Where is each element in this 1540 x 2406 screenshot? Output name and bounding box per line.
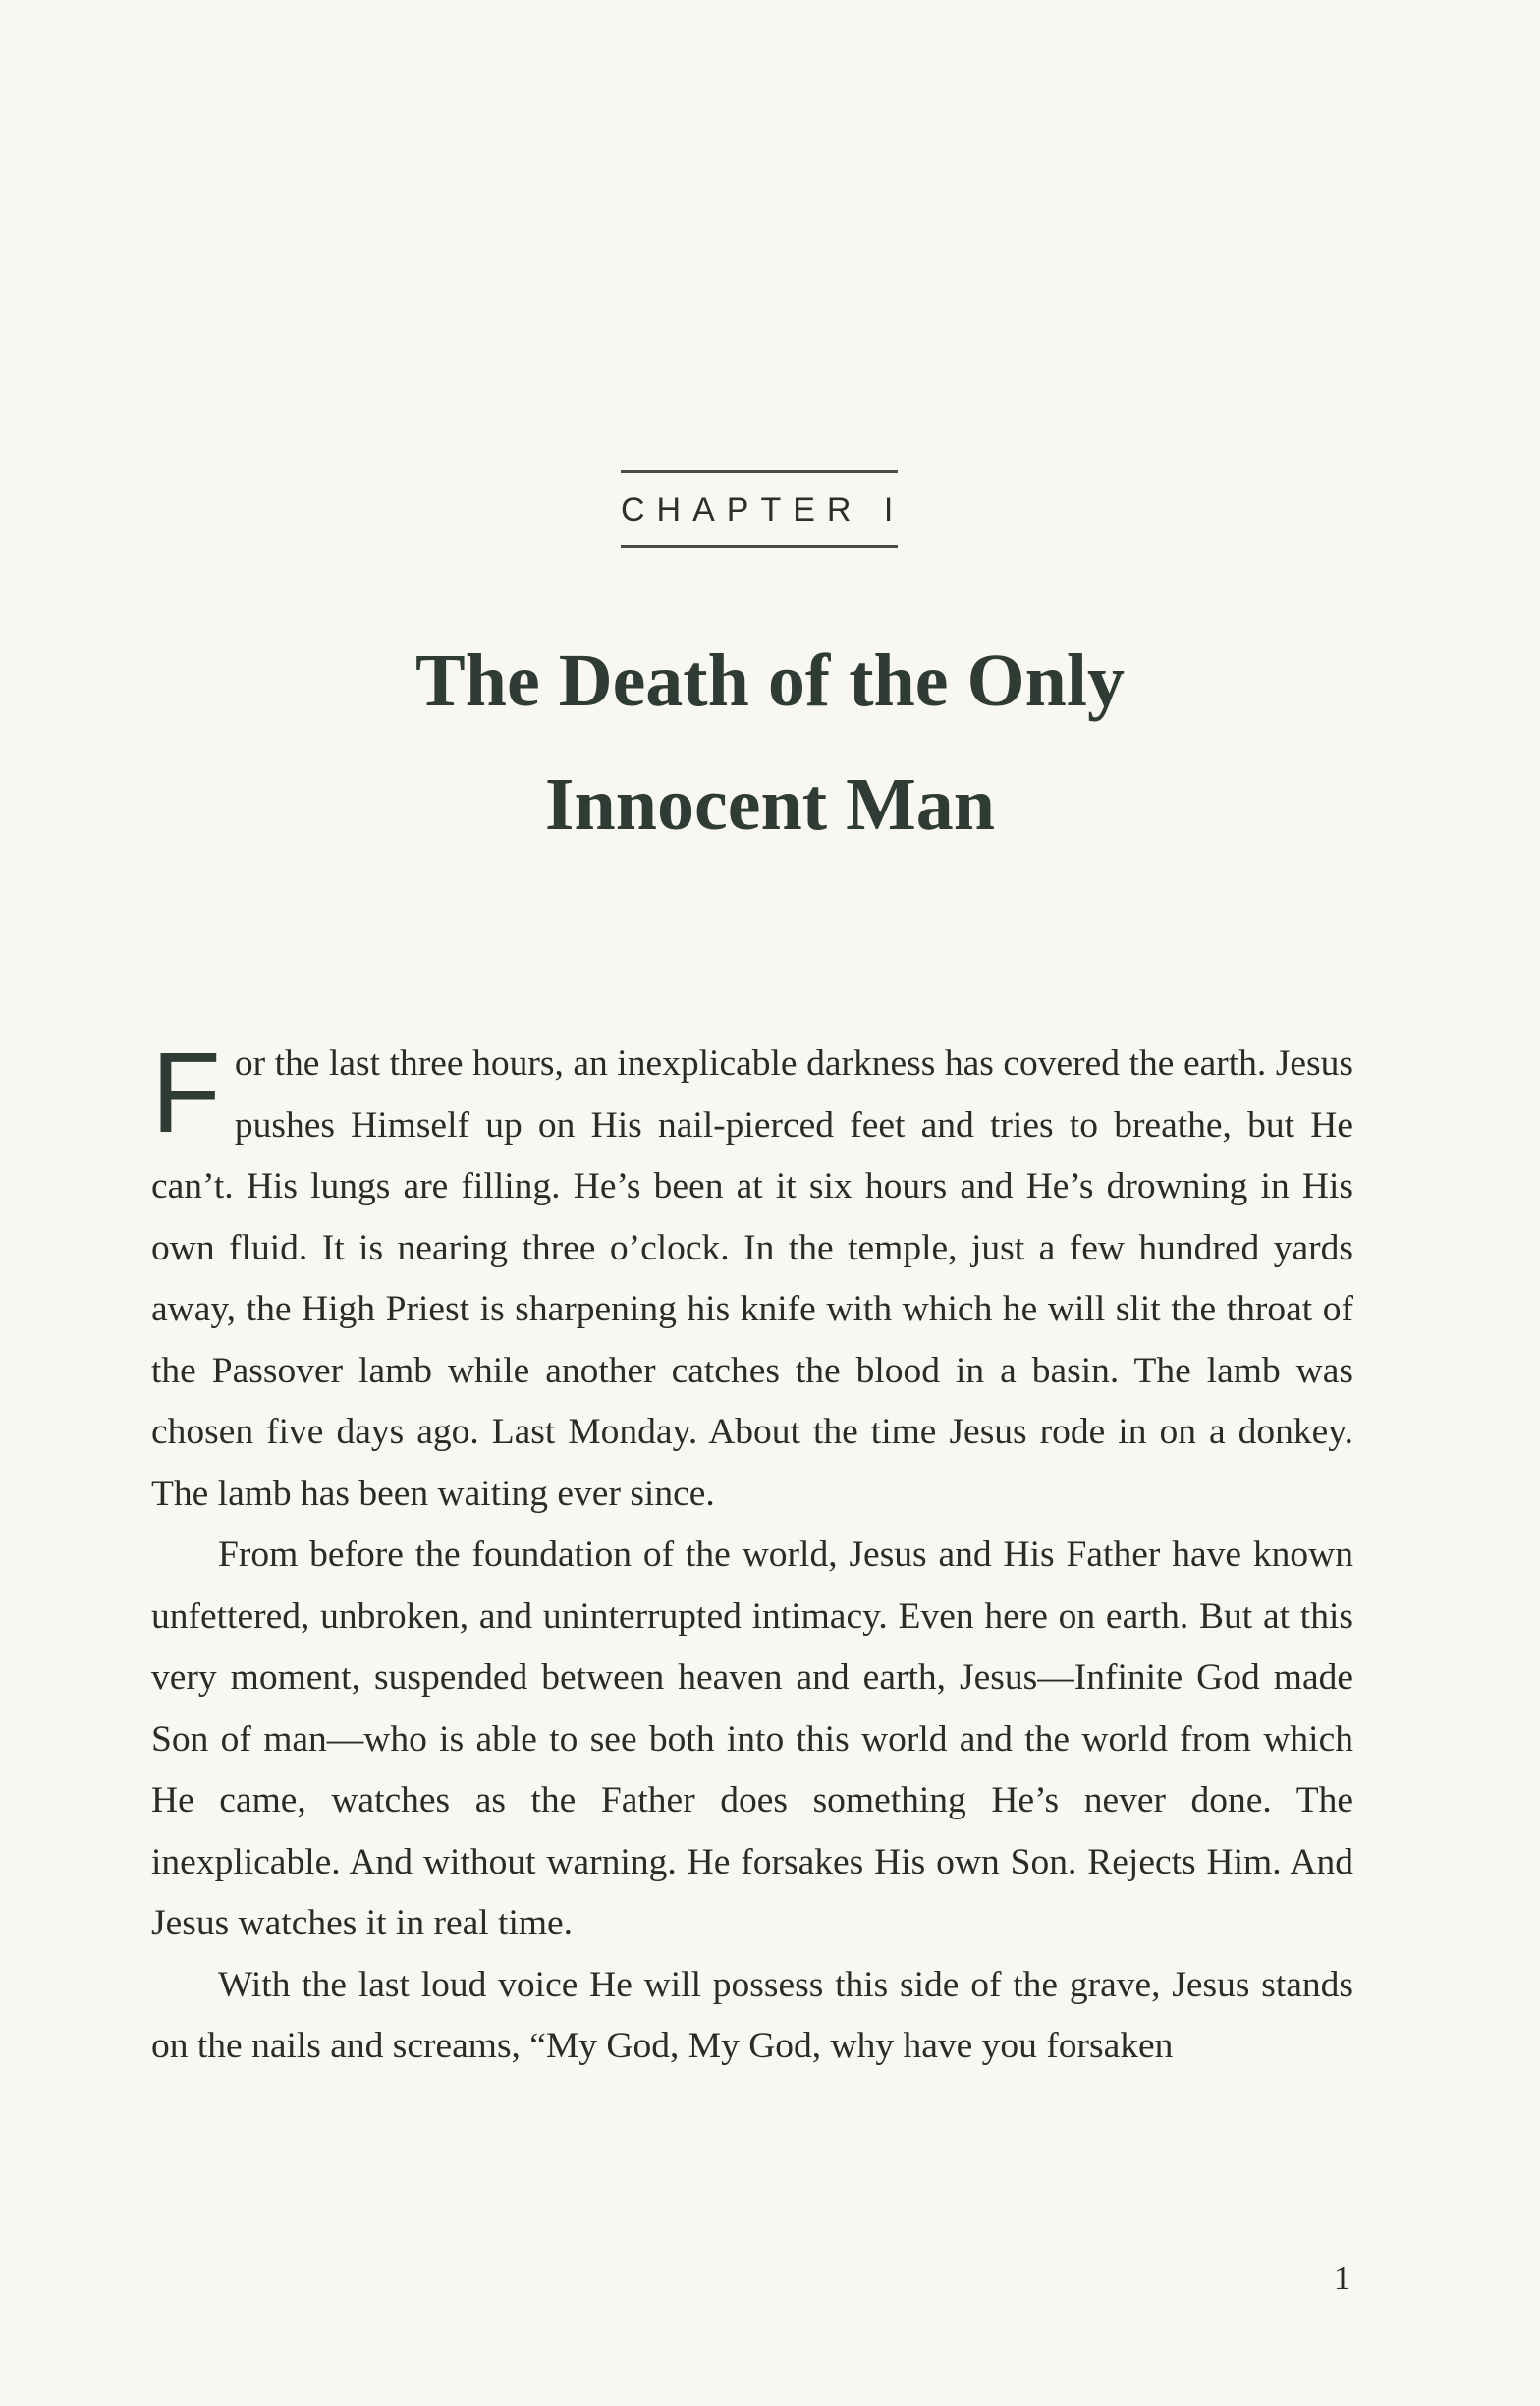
chapter-label: CHAPTER I	[621, 491, 906, 529]
chapter-body	[151, 1029, 1353, 2078]
chapter-heading	[621, 470, 906, 548]
page-number: 1	[1334, 2261, 1350, 2297]
chapter-title	[0, 619, 1540, 867]
chapter-title-line-2: Innocent Man	[544, 763, 996, 846]
paragraph-2: From before the foundation of the world, Jesus and His Father have known unfettered, unbroken, and uninterrupted intimacy. Even here on earth. But at this very moment, suspended between heaven and earth, Jesus—Infinite God made Son of man—who is able to see both into this world and the world from which He came, watches as the Father does something He’s never done. The inexplicable. And without warning. He forsakes His own Son. Rejects Him. And Jesus watches it in real time.	[151, 1535, 1353, 1943]
paragraph-1-text: or the last three hours, an inexplicable darkness has covered the earth. Jesus pushes Himself up on His nail-pierced feet and tries to breathe, but He can’t. His lungs are filling. He’s been at it six hours and He’s drowning in His own fluid. It is nearing three o’clock. In the temple, just a few hundred yards away, the High Priest is sharpening his knife with which he will slit the throat of the Passover lamb while another catches the blood in a basin. The lamb was chosen five days ago. Last Monday. About the time Jesus rode in on a donkey. The lamb has been waiting ever since.	[151, 1043, 1353, 1514]
paragraph-3: With the last loud voice He will possess this side of the grave, Jesus stands on the nails and screams, “My God, My God, why have you forsaken	[151, 1964, 1353, 2066]
bottom-rule	[621, 545, 898, 548]
chapter-title-line-1: The Death of the Only	[415, 640, 1125, 722]
paragraph-1	[151, 1029, 1353, 1525]
drop-cap: F	[151, 1029, 221, 1156]
